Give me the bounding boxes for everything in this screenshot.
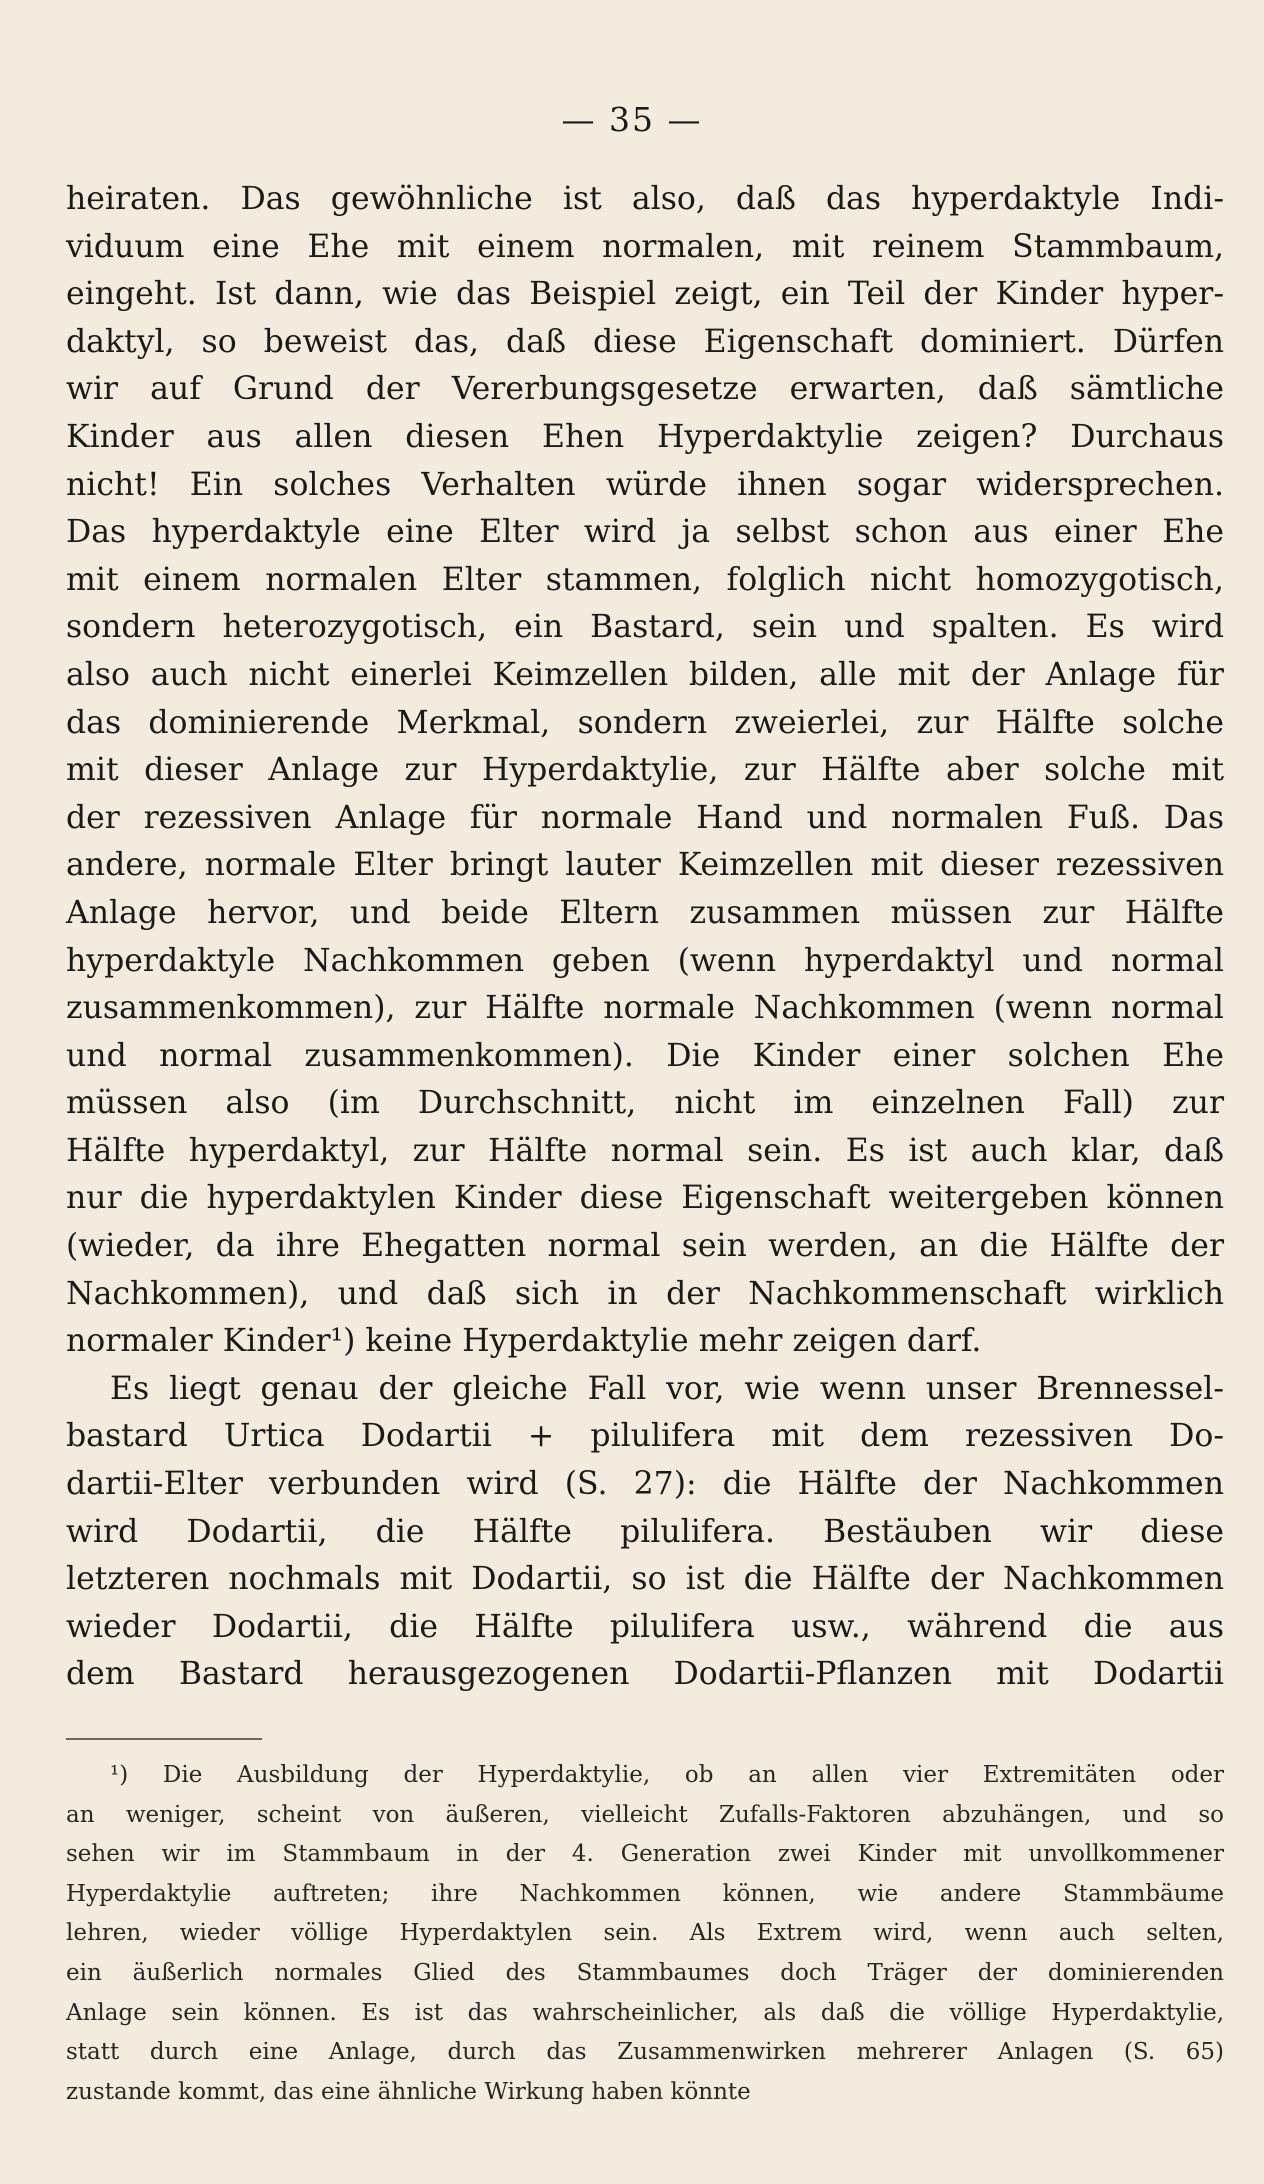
body-line: nur die hyperdaktylen Kinder diese Eigenschaft weitergeben können: [66, 1180, 1224, 1217]
body-line: das dominierende Merkmal, sondern zweierlei, zur Hälfte solche: [66, 704, 1224, 741]
body-line: wir auf Grund der Vererbungsgesetze erwarten, daß sämtliche: [66, 371, 1224, 408]
body-line: Anlage hervor, und beide Eltern zusammen müssen zur Hälfte: [66, 894, 1224, 931]
body-line: hyperdaktyle Nachkommen geben (wenn hyperdaktyl und normal: [66, 942, 1224, 979]
body-line: wird Dodartii, die Hälfte pilulifera. Bestäuben wir diese: [66, 1513, 1224, 1550]
footnote-line: Hyperdaktylie auftreten; ihre Nachkommen können, wie andere Stammbäume: [66, 1880, 1224, 1907]
body-line: Hälfte hyperdaktyl, zur Hälfte normal sein. Es ist auch klar, daß: [66, 1132, 1224, 1169]
footnote-line: zustande kommt, das eine ähnliche Wirkung haben könnte: [66, 2078, 751, 2105]
body-line: heiraten. Das gewöhnliche ist also, daß das hyperdaktyle Indi-: [66, 181, 1224, 217]
body-line: normaler Kinder¹) keine Hyperdaktylie mehr zeigen darf.: [66, 1323, 982, 1360]
body-line: Kinder aus allen diesen Ehen Hyperdaktylie zeigen? Durchaus: [66, 418, 1224, 455]
footnote-line: sehen wir im Stammbaum in der 4. Generation zwei Kinder mit unvollkommener: [66, 1841, 1224, 1868]
body-text: [66, 176, 1224, 1699]
body-line: nicht! Ein solches Verhalten würde ihnen sogar widersprechen.: [66, 466, 1224, 503]
body-line: der rezessiven Anlage für normale Hand und normalen Fuß. Das: [66, 799, 1224, 836]
body-line: mit dieser Anlage zur Hyperdaktylie, zur Hälfte aber solche mit: [66, 752, 1224, 789]
body-line: andere, normale Elter bringt lauter Keimzellen mit dieser rezessiven: [66, 847, 1224, 884]
body-line: Das hyperdaktyle eine Elter wird ja selbst schon aus einer Ehe: [66, 514, 1224, 551]
body-line: (wieder, da ihre Ehegatten normal sein werden, an die Hälfte der: [66, 1228, 1224, 1265]
footnote-rule: [66, 1738, 262, 1740]
body-line: Nachkommen), und daß sich in der Nachkommenschaft wirklich: [66, 1275, 1224, 1312]
footnote-line: ¹) Die Ausbildung der Hyperdaktylie, ob an allen vier Extremitäten oder: [110, 1762, 1224, 1788]
footnote-line: ein äußerlich normales Glied des Stammbaumes doch Träger der dominierenden: [66, 1959, 1224, 1986]
page-number: — 35 —: [561, 100, 703, 139]
body-line: dartii-Elter verbunden wird (S. 27): die Hälfte der Nachkommen: [66, 1466, 1224, 1503]
body-line: mit einem normalen Elter stammen, folglich nicht homozygotisch,: [66, 561, 1224, 598]
footnote-line: statt durch eine Anlage, durch das Zusammenwirken mehrerer Anlagen (S. 65): [66, 2039, 1224, 2066]
footnote: [66, 1756, 1224, 2112]
body-line: daktyl, so beweist das, daß diese Eigenschaft dominiert. Dürfen: [66, 323, 1224, 360]
body-line: müssen also (im Durchschnitt, nicht im einzelnen Fall) zur: [66, 1085, 1224, 1122]
body-line: dem Bastard herausgezogenen Dodartii-Pflanzen mit Dodartii: [66, 1656, 1224, 1693]
footnote-line: Anlage sein können. Es ist das wahrscheinlicher, als daß die völlige Hyperdaktylie,: [66, 1999, 1224, 2026]
body-line: eingeht. Ist dann, wie das Beispiel zeigt, ein Teil der Kinder hyper-: [66, 276, 1224, 313]
body-line: sondern heterozygotisch, ein Bastard, sein und spalten. Es wird: [66, 609, 1224, 646]
body-line: also auch nicht einerlei Keimzellen bilden, alle mit der Anlage für: [66, 656, 1224, 693]
body-line: und normal zusammenkommen). Die Kinder einer solchen Ehe: [66, 1037, 1224, 1074]
body-line: letzteren nochmals mit Dodartii, so ist die Hälfte der Nachkommen: [66, 1561, 1224, 1598]
body-line: Es liegt genau der gleiche Fall vor, wie wenn unser Brennessel-: [110, 1370, 1224, 1407]
body-line: wieder Dodartii, die Hälfte pilulifera usw., während die aus: [66, 1608, 1224, 1645]
body-line: viduum eine Ehe mit einem normalen, mit reinem Stammbaum,: [66, 228, 1224, 265]
footnote-line: lehren, wieder völlige Hyperdaktylen sein. Als Extrem wird, wenn auch selten,: [66, 1920, 1224, 1947]
body-line: zusammenkommen), zur Hälfte normale Nachkommen (wenn normal: [66, 990, 1224, 1027]
footnote-line: an weniger, scheint von äußeren, vielleicht Zufalls-Faktoren abzuhängen, und so: [66, 1801, 1224, 1828]
body-line: bastard Urtica Dodartii + pilulifera mit dem rezessiven Do-: [66, 1418, 1224, 1455]
